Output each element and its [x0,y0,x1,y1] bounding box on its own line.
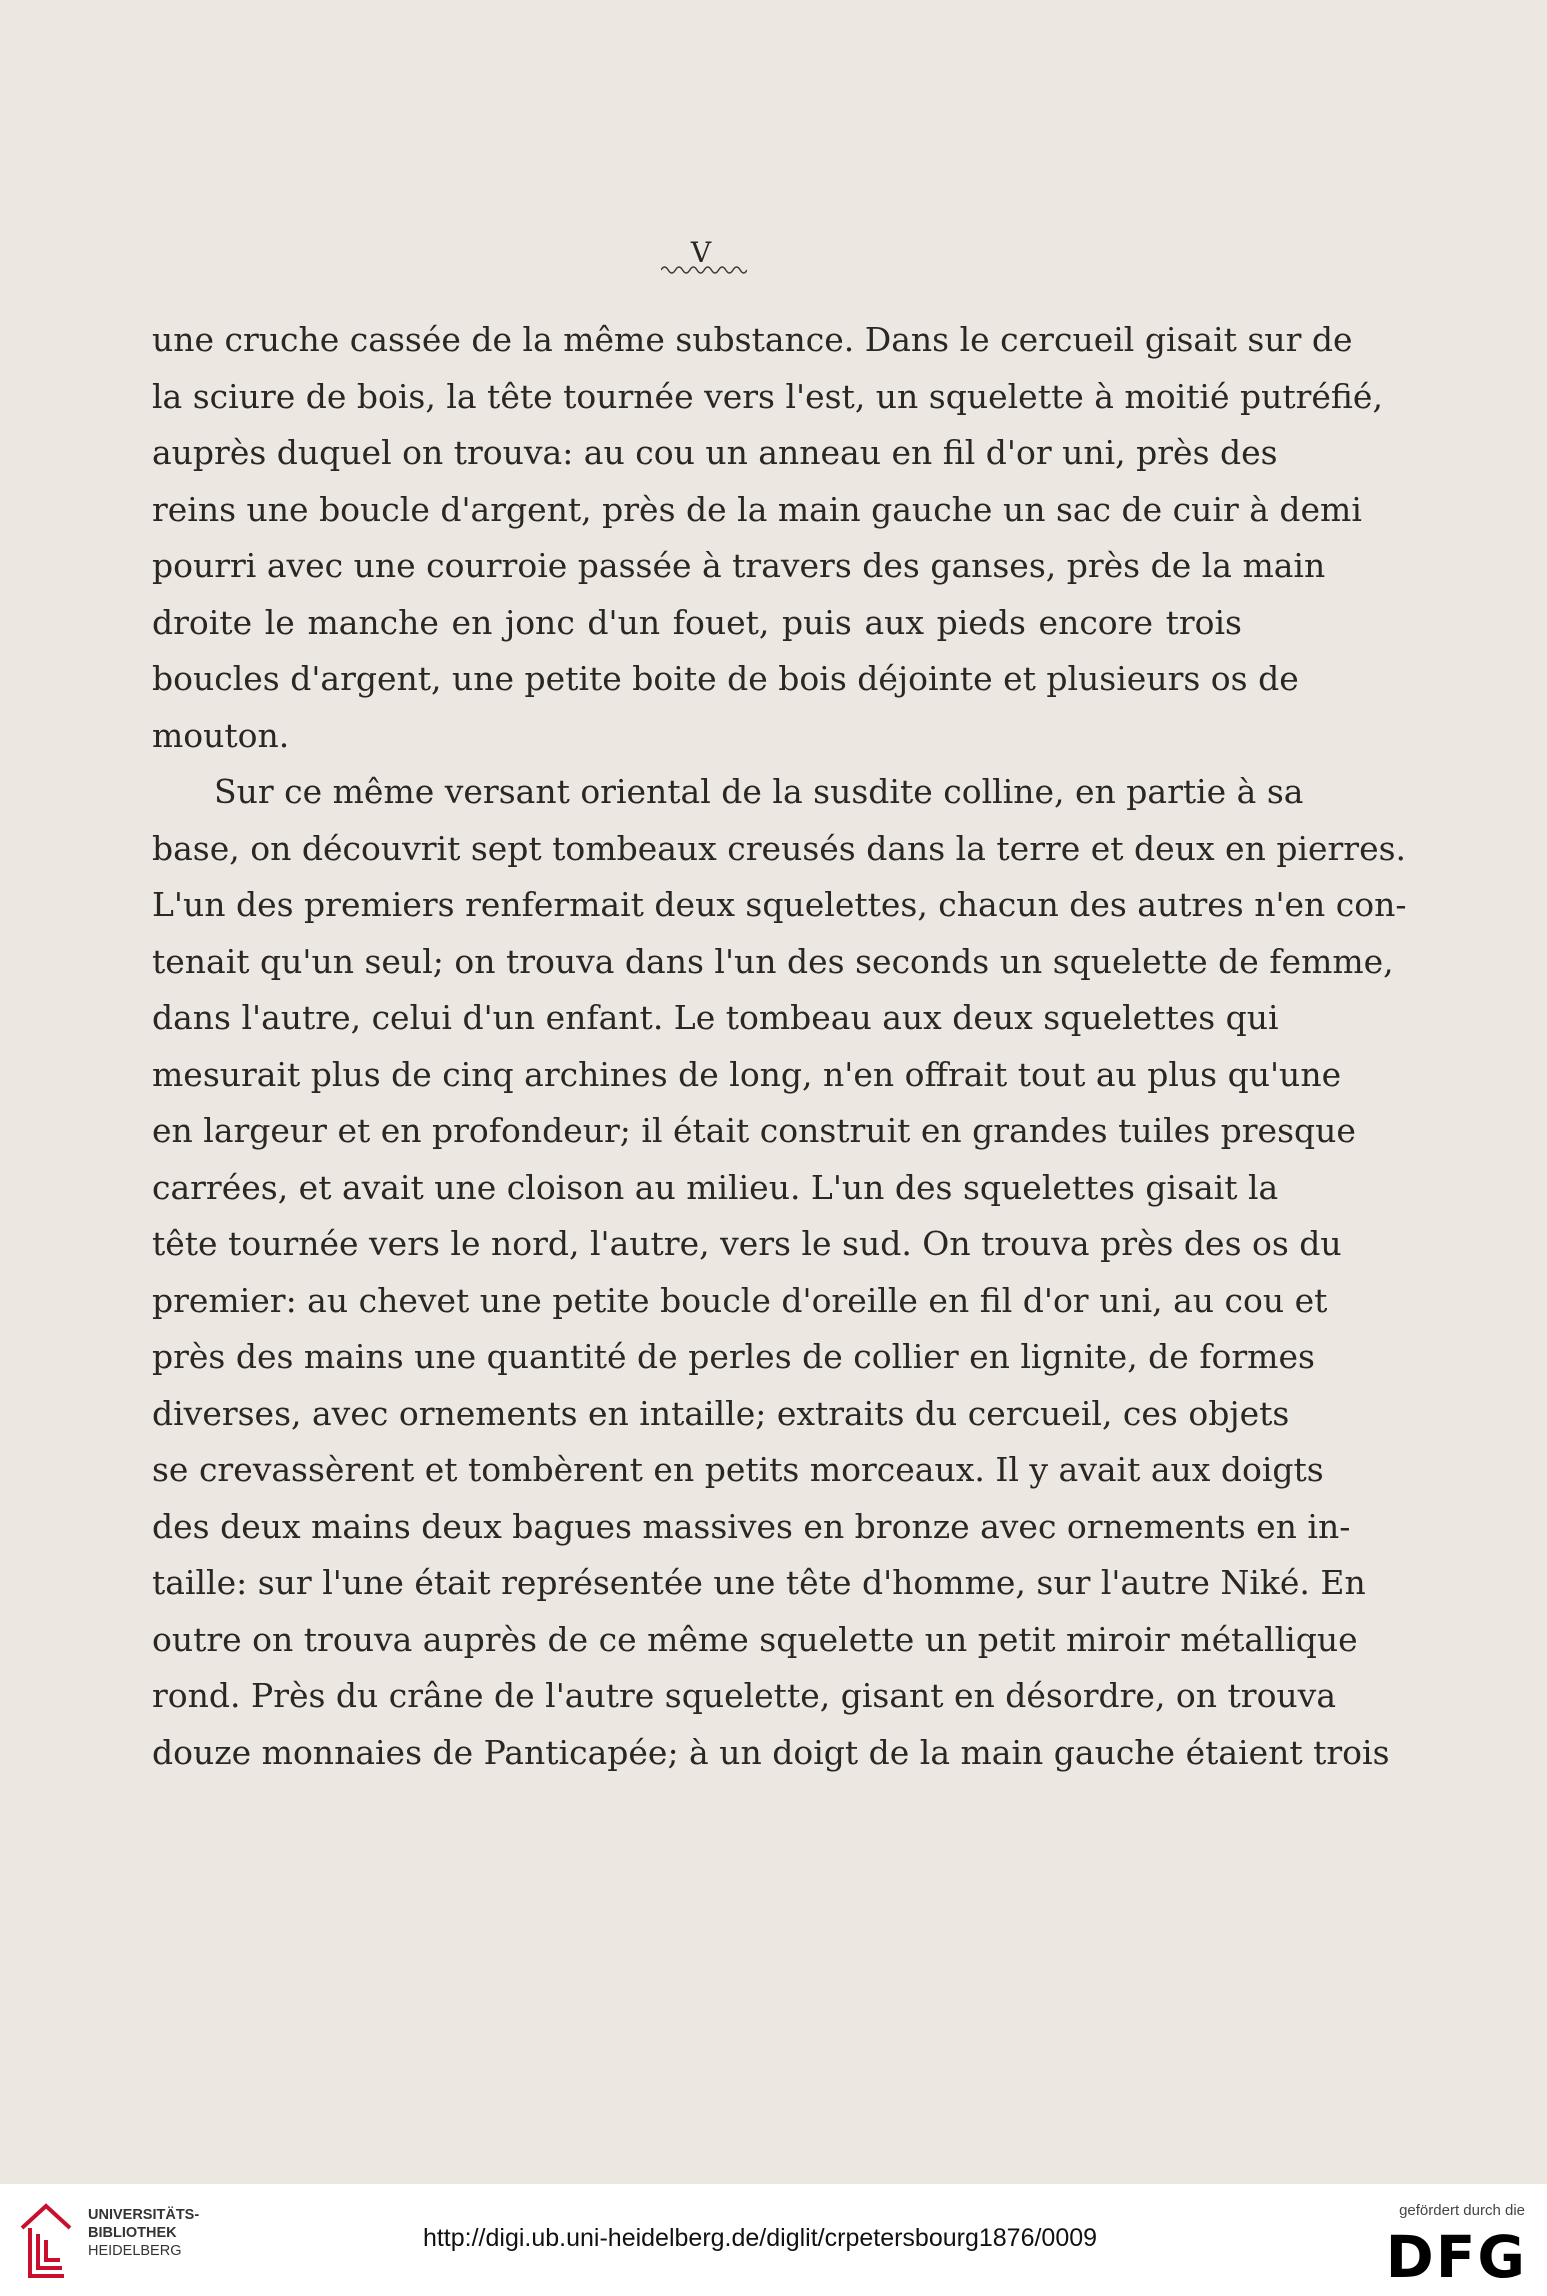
dfg-logo: DFG [1385,2223,1527,2291]
text-line: tenait qu'un seul; on trouva dans l'un des seconds un squelette de femme, [152,941,1394,981]
text-line: base, on découvrit sept tombeaux creusés dans la terre et deux en pierres. [152,828,1407,868]
text-line: L'un des premiers renfermait deux squelettes, chacun des autres n'en con- [152,885,1407,924]
text-line: droite le manche en jonc d'un fouet, puis aux pieds encore trois [152,602,1242,642]
text-line: rond. Près du crâne de l'autre squelette, gisant en désordre, on trouva [152,1676,1337,1715]
body-text [152,312,1407,1781]
library-name-line-3: HEIDELBERG [88,2243,182,2259]
text-line: près des mains une quantité de perles de collier en lignite, de formes [152,1337,1315,1376]
funded-by-label: gefördert durch die [1399,2202,1525,2219]
text-line: premier: au chevet une petite boucle d'oreille en fil d'or uni, au cou et [152,1280,1328,1320]
footer-bar [0,2184,1547,2296]
text-line: taille: sur l'une était représentée une tête d'homme, sur l'autre Niké. En [152,1563,1366,1602]
text-line: en largeur et en profondeur; il était construit en grandes tuiles presque [152,1111,1356,1150]
text-line: outre on trouva auprès de ce même squelette un petit miroir métallique [152,1619,1358,1659]
permalink-url[interactable]: http://digi.ub.uni-heidelberg.de/diglit/crpetersbourg1876/0009 [422,2224,1098,2252]
text-line: pourri avec une courroie passée à travers des ganses, près de la main [152,546,1326,585]
text-line: se crevassèrent et tombèrent en petits morceaux. Il y avait aux doigts [152,1450,1324,1489]
library-name-line-1: UNIVERSITÄTS- [88,2207,200,2223]
text-line: douze monnaies de Panticapée; à un doigt de la main gauche étaient trois [152,1732,1390,1772]
text-line: mouton. [152,715,290,755]
text-line: boucles d'argent, une petite boite de bois déjointe et plusieurs os de [152,659,1299,698]
text-line: auprès duquel on trouva: au cou un anneau en fil d'or uni, près des [152,433,1278,472]
text-line: mesurait plus de cinq archines de long, n'en offrait tout au plus qu'une [152,1054,1342,1094]
text-line: tête tournée vers le nord, l'autre, vers le sud. On trouva près des os du [152,1224,1342,1263]
text-line: une cruche cassée de la même substance. Dans le cercueil gisait sur de [152,320,1353,359]
wavy-rule-icon [661,264,747,276]
text-line: Sur ce même versant oriental de la susdite colline, en partie à sa [214,772,1304,811]
text-line: dans l'autre, celui d'un enfant. Le tombeau aux deux squelettes qui [152,998,1279,1037]
text-line: des deux mains deux bagues massives en bronze avec ornements en in- [152,1506,1351,1546]
library-name [88,2206,199,2260]
text-line: reins une boucle d'argent, près de la main gauche un sac de cuir à demi [152,489,1362,529]
text-line: diverses, avec ornements en intaille; extraits du cercueil, ces objets [152,1393,1290,1433]
library-name-line-2: BIBLIOTHEK [88,2225,177,2241]
text-line: carrées, et avait une cloison au milieu. L'un des squelettes gisait la [152,1167,1279,1207]
page-number: V [690,236,713,269]
heidelberg-library-logo-icon [16,2198,76,2284]
text-line: la sciure de bois, la tête tournée vers l'est, un squelette à moitié putréfié, [152,376,1383,416]
